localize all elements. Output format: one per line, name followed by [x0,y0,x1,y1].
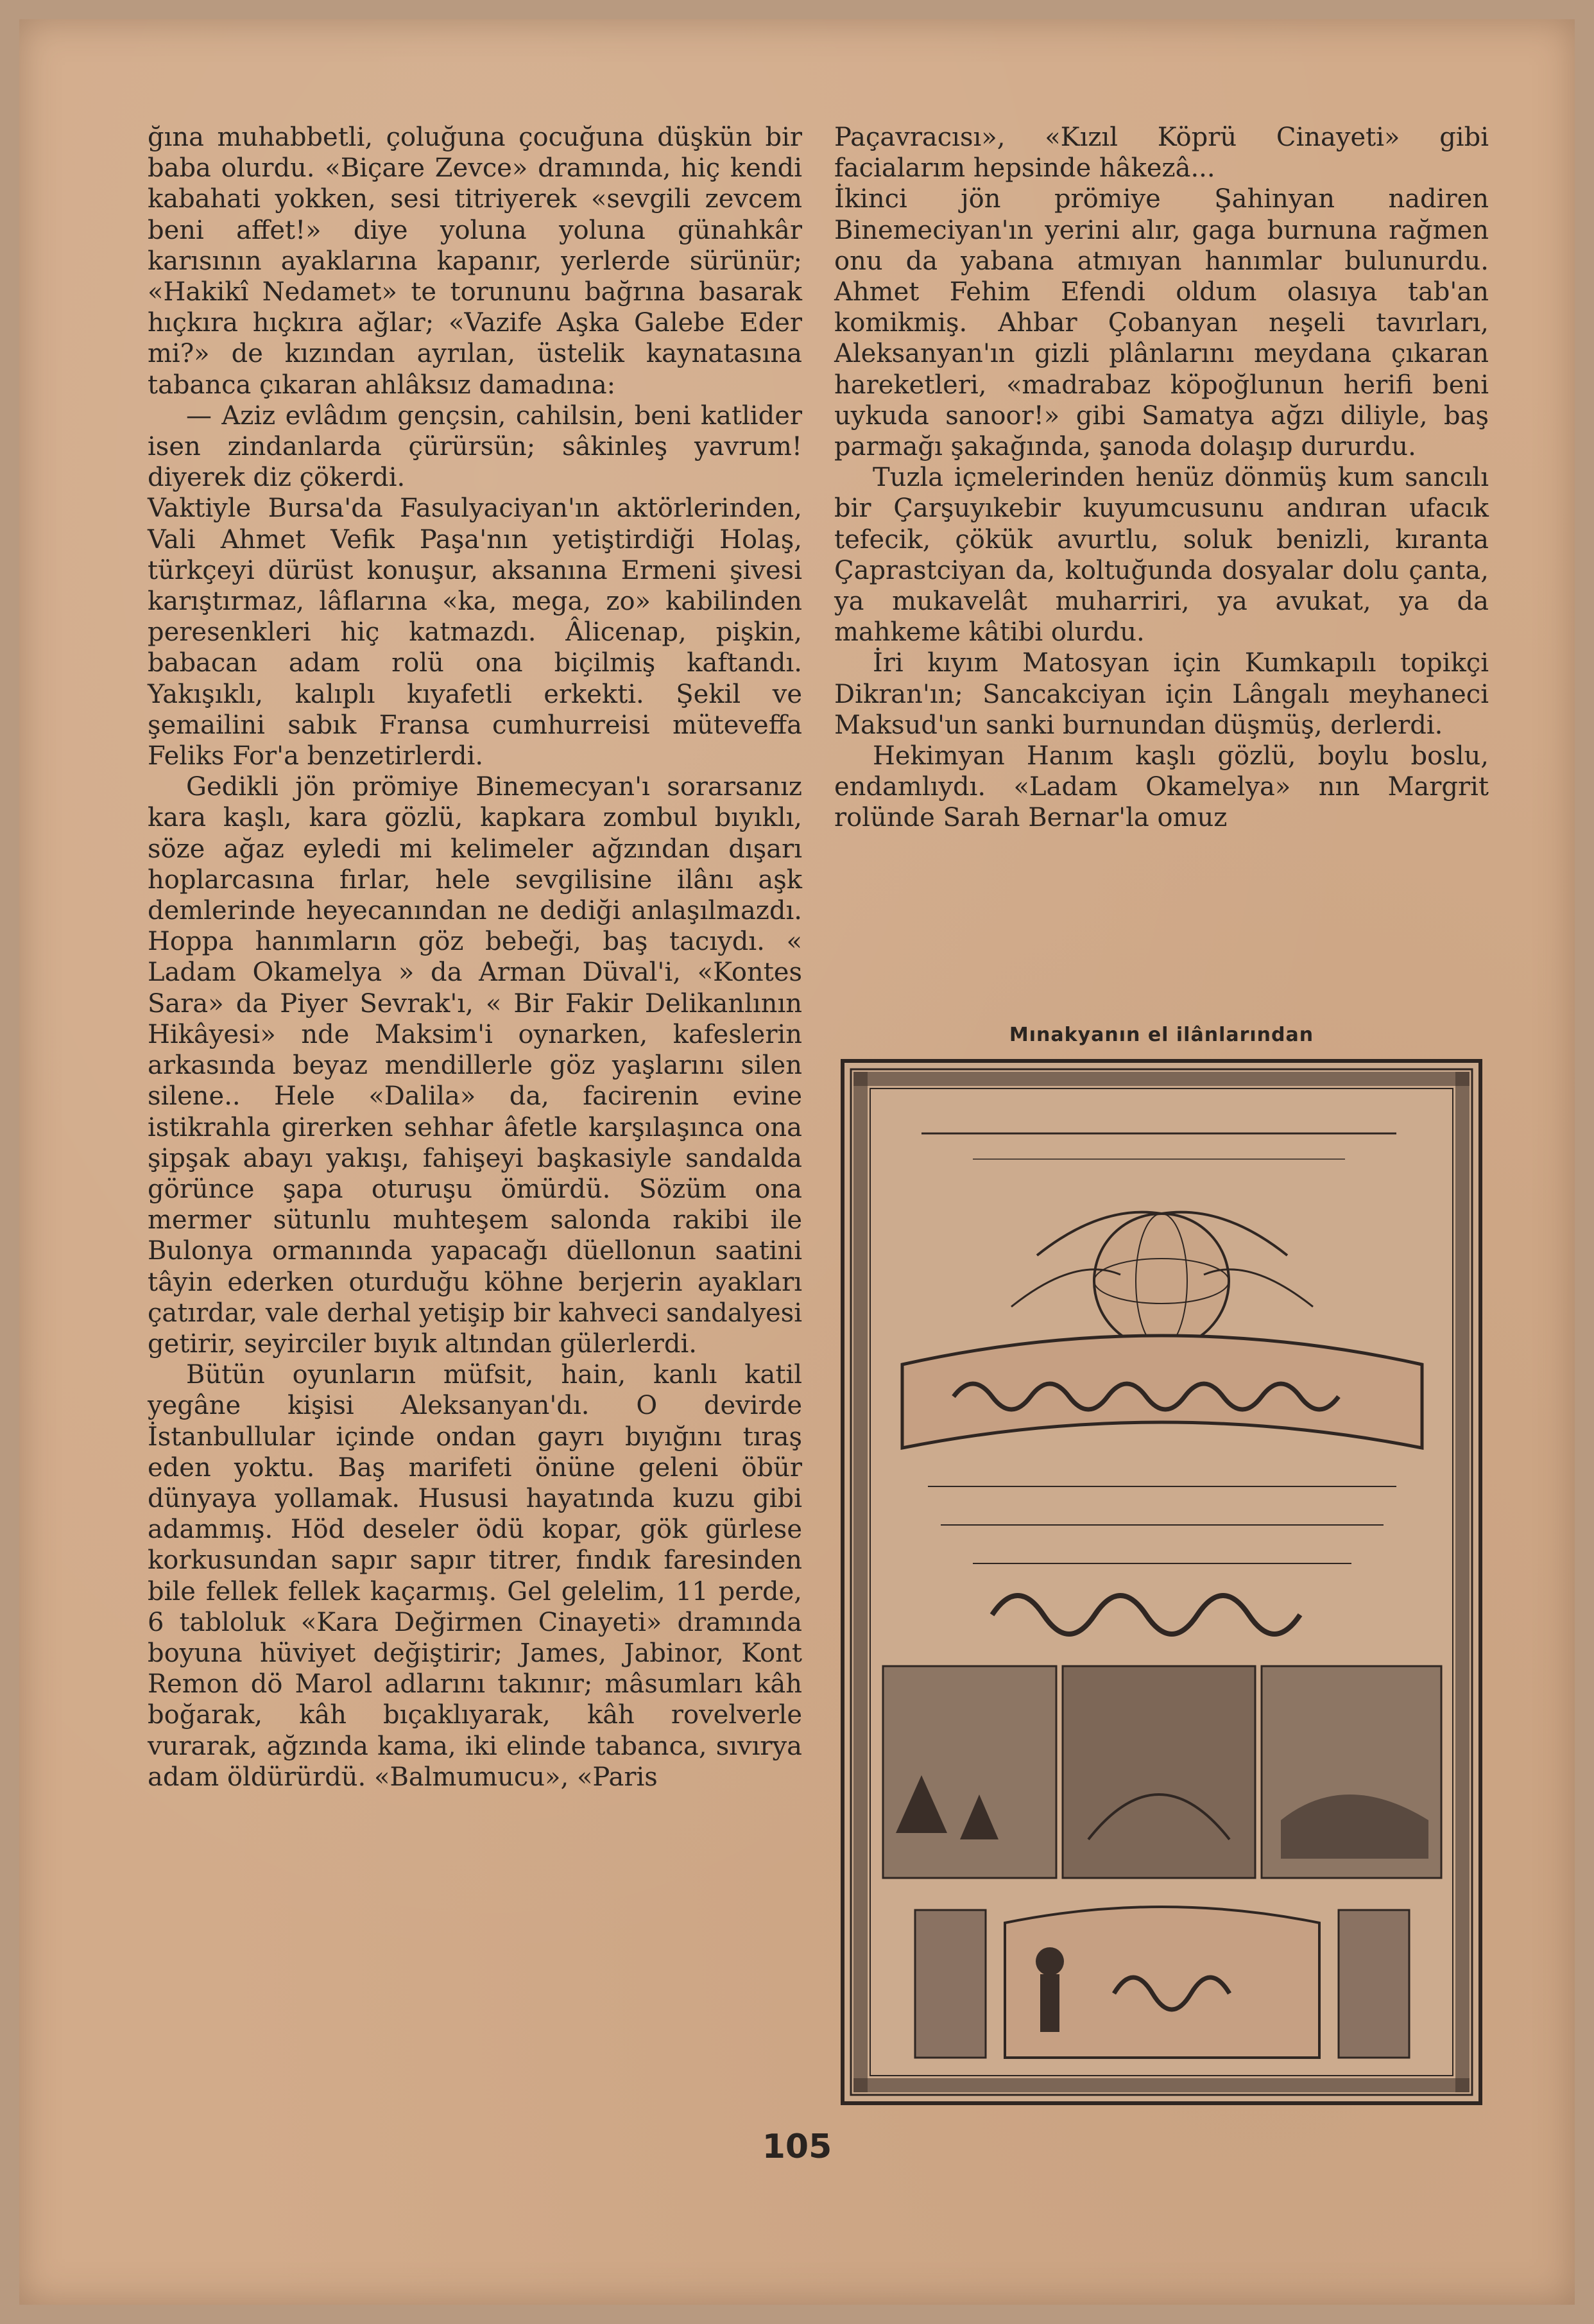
calligraphy-banner [902,1336,1422,1448]
paragraph: Tuzla içmelerinden henüz dönmüş kum sancılı bir Çarşuyıkebir kuyumcusunu andıran ufacık tefecik, çökük avurtlu, soluk benizli, kıranta Çaprastciyan da, koltuğunda dosyalar dolu çanta, ya mukavelât muharriri, ya avukat, ya da mahkeme kâtibi olurdu. [834,463,1489,648]
left-text-column [148,122,802,1793]
paragraph: Gedikli jön prömiye Binemecyan'ı sorarsanız kara kaşlı, kara gözlü, kapkara zombul bıyıklı, söze ağaz eyledi mi kelimeler ağzından dışarı hoplarcasına fırlar, hele sevgilisine ilânı aşk demlerinde heyecanından ne dediği anlaşılmazdı. Hoppa hanımların göz bebeği, baş tacıydı. « Ladam Okamelya » da Arman Düval'i, «Kontes Sara» da Piyer Sevrak'ı, « Bir Fakir Delikanlının Hikâyesi» nde Maksim'i oynarken, kafeslerin arkasında beyaz mendillerle göz yaşlarını silen silene.. Hele «Dalila» da, facirenin evine istikrahla girerken sehhar âfetle karşılaşınca ona şipşak abayı yakışı, fahişeyi başkasiyle sandalda görünce şapa oturuşu ömürdü. Sözüm ona mermer sütunlu muhteşem salonda rakibi ile Bulonya ormanında yapacağı düellonun saatini tâyin ederken oturduğu köhne berjerin ayakları çatırdar, vale derhal yetişip bir kahveci sandalyesi getirir, seyirciler bıyık altından gülerlerdi. [148,772,802,1359]
paragraph: İri kıyım Matosyan için Kumkapılı topikçi Dikran'ın; Sancakciyan için Lângalı meyhaneci Maksud'un sanki burnundan düşmüş, derlerdi. [834,648,1489,740]
paragraph: ğına muhabbetli, çoluğuna çocuğuna düşkün bir baba olurdu. «Biçare Zevce» dramında, hiç kendi kabahati yokken, sesi titriyerek «sevgili zevcem beni affet!» diye yoluna yoluna günahkâr karısının ayaklarına kapanır, yerlerde sürünür; «Hakikî Nedamet» te torununu bağrına basarak hıçkıra hıçkıra ağlar; «Vazife Aşka Galebe Eder mi?» de kızından ayrılan, üstelik kaynatasına tabanca çıkaran ahlâksız damadına: [148,123,802,400]
poster-engraving [844,1063,1478,2101]
calligraphy-title [992,1596,1300,1634]
engraving-scene-panels [883,1666,1441,1878]
bottom-cartouche [915,1907,1409,2058]
paragraph: Hekimyan Hanım kaşlı gözlü, boylu boslu, endamlıydı. «Ladam Okamelya» nın Margrit rolünde Sarah Bernar'la omuz [834,741,1489,833]
paragraph: Vaktiyle Bursa'da Fasulyaciyan'ın aktörlerinden, Vali Ahmet Vefik Paşa'nın yetiştirdiği Holaş, türkçeyi dürüst konuşur, aksanına Ermeni şivesi karıştırmaz, lâflarına «ka, mega, zo» kabilinden peresenkleri hiç katmazdı. Âlicenap, pişkin, babacan adam rolü ona biçilmiş kaftandı. Yakışıklı, kalıplı kıyafetli erkekti. Şekil ve şemailini sabık Fransa cumhurreisi müteveffa Feliks For'a benzetirlerdi. [148,494,802,771]
paragraph: Bütün oyunların müfsit, hain, kanlı katil yegâne kişisi Aleksanyan'dı. O devirde İstanbullular içinde ondan gayrı bıyığını tıraş eden yoktu. Baş marifeti önüne geleni öbür dünyaya yollamak. Hususi hayatında kuzu gibi adammış. Höd deseler ödü kopar, gök gürlese korkusundan sapır sapır titrer, fındık faresinden bile fellek fellek kaçarmış. Gel gelelim, 11 perde, 6 tabloluk «Kara Değirmen Cinayeti» dramında boyuna hüviyet değiştirir; James, Jabinor, Kont Remon dö Marol adlarını takınır; mâsumları kâh boğarak, kâh bıçaklıyarak, kâh rovelverle vurarak, ağzında kama, iki elinde tabanca, sıvırya adam öldürürdü. «Balmumucu», «Paris [148,1360,802,1792]
page-number: 105 [762,2128,832,2166]
theatre-poster-illustration [841,1059,1482,2105]
paragraph: İkinci jön prömiye Şahinyan nadiren Binemeciyan'ın yerini alır, gaga burnuna rağmen onu da yabana atmıyan hanımlar bulunurdu. Ahmet Fehim Efendi oldum olasıya tab'an komikmiş. Ahbar Çobanyan neşeli tavırları, Aleksanyan'ın gizli plânlarını meydana çıkaran hareketleri, «madrabaz köpoğlunun herifi beni uykuda sanoor!» gibi Samatya ağzı diliyle, baş parmağı şakağında, şanoda dolaşıp dururdu. [834,184,1489,462]
globe-emblem [1011,1212,1313,1348]
paragraph: Paçavracısı», «Kızıl Köprü Cinayeti» gibi facialarım hepsinde hâkezâ... [834,123,1489,184]
figure-caption: Mınakyanın el ilânlarından [1009,1024,1314,1046]
paragraph: — Aziz evlâdım gençsin, cahilsin, beni katlider isen zindanlarda çürürsün; sâkinleş yavrum! diyerek diz çökerdi. [148,400,802,493]
right-text-column [834,122,1489,834]
